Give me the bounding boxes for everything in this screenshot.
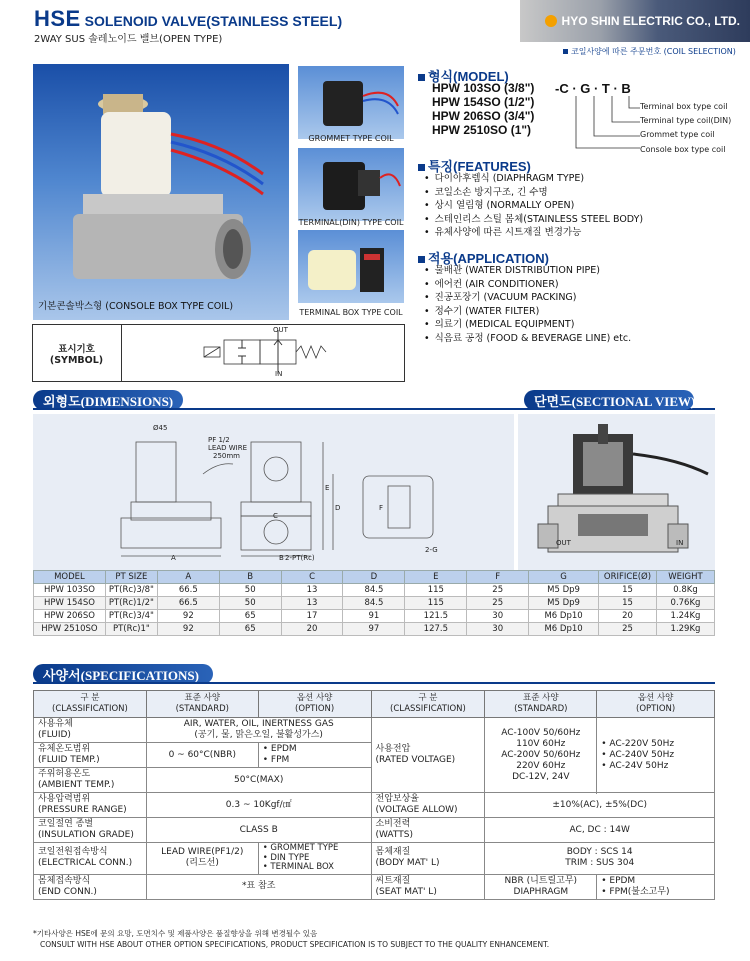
list-item: • 의료기 (MEDICAL EQUIPMENT): [424, 318, 631, 332]
dimension-drawing: [33, 414, 514, 570]
suffix-note-g: Grommet type coil: [640, 130, 715, 139]
col-header: B: [219, 571, 281, 584]
table-cell: ±10%(AC), ±5%(DC): [485, 793, 715, 818]
cell-line: • AC-220V 50Hz: [601, 738, 675, 749]
table-cell: 92: [157, 610, 219, 623]
model-line: HPW 206SO (3/4"): [432, 109, 535, 123]
row-label: [371, 793, 485, 818]
table-cell: AC, DC : 14W: [485, 818, 715, 843]
row-label: [34, 718, 147, 743]
specifications-banner: 사양서(SPECIFICATIONS): [33, 664, 213, 684]
label-en: (BODY MAT' L): [375, 858, 440, 869]
symbol-out-label: OUT: [273, 326, 288, 334]
col-header: [485, 691, 597, 718]
header-en: (STANDARD): [175, 704, 229, 714]
list-item: • 식음료 공정 (FOOD & BEVERAGE LINE) etc.: [424, 332, 631, 346]
label-en: (ELECTRICAL CONN.): [38, 858, 133, 869]
table-cell: [485, 874, 597, 899]
col-header: [597, 691, 715, 718]
company-banner: [520, 0, 750, 42]
table-cell: HPW 103SO: [34, 584, 106, 597]
lead-label: LEAD WIRE: [208, 444, 247, 452]
sectional-out-label: OUT: [556, 539, 571, 547]
model-line: HPW 2510SO (1"): [432, 123, 532, 137]
application-list: [424, 264, 631, 345]
features-list: [424, 172, 643, 240]
company-name: HYO SHIN ELECTRIC CO., LTD.: [561, 14, 740, 28]
table-cell: 0.8Kg: [656, 584, 714, 597]
table-cell: 15: [599, 597, 657, 610]
table-cell: [258, 743, 371, 768]
table-cell: M5 Dp9: [529, 597, 599, 610]
table-cell: 50°C(MAX): [146, 768, 371, 793]
col-header: [34, 691, 147, 718]
table-cell: [485, 718, 597, 793]
terminal-box-coil-photo: [298, 230, 404, 303]
footer-note-kr: *기타사양은 HSE에 문의 요망, 도면치수 및 제품사양은 품질향상을 위해 변경될수 있음: [33, 929, 318, 938]
header-kr: 옵션 사양: [296, 693, 333, 703]
table-cell: *표 참조: [146, 874, 371, 899]
table-cell: 50: [219, 584, 281, 597]
cell-line: AC-200V 50/60Hz: [501, 749, 581, 760]
cell-line: DC-12V, 24V: [512, 771, 570, 782]
suffix-note-t: Terminal type coil(DIN): [640, 116, 732, 125]
list-item: • 코일소손 방지구조, 긴 수명: [424, 186, 643, 200]
model-line: HPW 103SO (3/8"): [432, 81, 535, 95]
dim-a-label: A: [171, 554, 176, 562]
table-cell: M6 Dp10: [529, 623, 599, 636]
header-kr: 표준 사양: [184, 693, 221, 703]
dim-b-label: B: [279, 554, 284, 562]
brand-title: HSE: [34, 6, 81, 31]
header-en: (CLASSIFICATION): [52, 704, 128, 714]
label-kr: 소비전력: [375, 819, 411, 829]
label-kr: 몸체접속방식: [38, 875, 91, 886]
model-list: [432, 81, 534, 137]
row-label: [371, 718, 485, 793]
table-cell: 13: [281, 597, 343, 610]
sectional-drawing: [518, 414, 715, 570]
table-cell: 91: [343, 610, 405, 623]
thumb-caption-din: TERMINAL(DIN) TYPE COIL: [298, 218, 404, 227]
table-cell: 20: [599, 610, 657, 623]
symbol-label: [32, 324, 122, 382]
table-cell: 50: [219, 597, 281, 610]
dimensions-table: [33, 570, 715, 636]
table-row: [34, 874, 715, 899]
header-kr: 구 분: [418, 693, 438, 703]
dim-f-label: F: [379, 504, 384, 512]
table-header-row: [34, 571, 715, 584]
label-kr: 코일전원접속방식: [38, 847, 108, 858]
subtitle: 2WAY SUS 솔레노이드 밸브(OPEN TYPE): [34, 34, 223, 45]
table-cell: PT(Rc)1": [105, 623, 157, 636]
table-cell: 25: [467, 597, 529, 610]
label-en: (PRESSURE RANGE): [38, 805, 127, 815]
header-en: (STANDARD): [514, 704, 568, 714]
cell-line: • TERMINAL BOX: [262, 862, 335, 872]
table-cell: 65: [219, 610, 281, 623]
row-label: [34, 843, 147, 875]
spec-divider: [33, 682, 715, 684]
label-kr: 주위허용온도: [38, 769, 91, 779]
din-coil-photo: [298, 148, 404, 221]
suffix-note-b: Terminal box type coil: [640, 102, 728, 111]
table-row: [34, 597, 715, 610]
footer-note-en: CONSULT WITH HSE ABOUT OTHER OPTION SPECIFICATIONS, PRODUCT SPECIFICATION IS TO SUBJECT TO THE QUALITY ENHANCEMENT.: [40, 940, 550, 949]
main-product-photo: [33, 64, 289, 320]
cell-line: • AC-240V 50Hz: [601, 749, 675, 760]
cell-line: (리드선): [185, 858, 219, 869]
list-item: • 다이아후렘식 (DIAPHRAGM TYPE): [424, 172, 643, 186]
list-item: • 유체사양에 따른 시트재질 변경가능: [424, 226, 643, 240]
table-cell: 115: [405, 584, 467, 597]
label-en: (AMBIENT TEMP.): [38, 780, 115, 790]
table-cell: 1.29Kg: [656, 623, 714, 636]
cell-line: LEAD WIRE(PF1/2): [161, 847, 244, 858]
cell-line: NBR (니트릴고무): [504, 875, 578, 886]
title-rest: SOLENOID VALVE(STAINLESS STEEL): [80, 13, 343, 29]
table-cell: 84.5: [343, 597, 405, 610]
suffix-leader-lines: [572, 96, 642, 156]
table-cell: 0 ~ 60°C(NBR): [146, 743, 258, 768]
col-header: [258, 691, 371, 718]
table-row: [34, 718, 715, 743]
application-heading: 적용(APPLICATION): [418, 248, 549, 267]
table-cell: CLASS B: [146, 818, 371, 843]
row-label: [34, 874, 147, 899]
thumb-caption-grommet: GROMMET TYPE COIL: [308, 134, 394, 143]
table-cell: HPW 154SO: [34, 597, 106, 610]
col-header: [371, 691, 485, 718]
table-row: [34, 610, 715, 623]
col-header: A: [157, 571, 219, 584]
table-cell: HPW 2510SO: [34, 623, 106, 636]
table-cell: 97: [343, 623, 405, 636]
cell-line: • EPDM: [262, 744, 297, 754]
table-cell: [258, 843, 371, 875]
table-header-row: [34, 691, 715, 718]
table-cell: 0.3 ~ 10Kgf/㎠: [146, 793, 371, 818]
cell-line: 220V 60Hz: [516, 760, 566, 771]
pf-label: PF 1/2: [208, 436, 230, 444]
label-kr: 씨트재질: [375, 875, 411, 886]
cell-line: • FPM: [262, 755, 290, 765]
sectional-banner: 단면도(SECTIONAL VIEW): [524, 390, 694, 410]
company-logo-icon: [545, 15, 557, 27]
table-cell: 1.24Kg: [656, 610, 714, 623]
dimensions-banner: 외형도(DIMENSIONS): [33, 390, 183, 410]
table-row: [34, 584, 715, 597]
table-cell: 121.5: [405, 610, 467, 623]
g-label: 2-G: [425, 546, 438, 554]
symbol-label-en: (SYMBOL): [49, 354, 104, 366]
col-header: E: [405, 571, 467, 584]
cell-line: • DIN TYPE: [262, 852, 310, 863]
main-photo-caption: 기본콘솔박스형 (CONSOLE BOX TYPE COIL): [38, 301, 234, 312]
cell-line: 110V 60Hz: [516, 738, 566, 749]
dimension-drawing-panel: [33, 414, 514, 570]
table-cell: 17: [281, 610, 343, 623]
cell-line: BODY : SCS 14: [566, 847, 633, 858]
cell-line: • EPDM: [601, 875, 636, 886]
col-header: C: [281, 571, 343, 584]
table-cell: HPW 206SO: [34, 610, 106, 623]
list-item: • 진공포장기 (VACUUM PACKING): [424, 291, 631, 305]
suffix-note-c: Console box type coil: [640, 145, 726, 154]
col-header: WEIGHT: [656, 571, 714, 584]
cell-line: DIAPHRAGM: [513, 886, 569, 897]
valve-symbol-icon: [200, 326, 340, 380]
table-cell: PT(Rc)3/8": [105, 584, 157, 597]
table-cell: 65: [219, 623, 281, 636]
table-cell: 66.5: [157, 584, 219, 597]
table-cell: 30: [467, 623, 529, 636]
table-cell: 30: [467, 610, 529, 623]
lead-length-label: 250mm: [213, 452, 240, 460]
model-suffix: -C · G · T · B: [555, 81, 631, 96]
cell-line: • FPM(불소고무): [601, 886, 670, 897]
table-cell: 0.76Kg: [656, 597, 714, 610]
row-label: [371, 874, 485, 899]
table-cell: [597, 718, 715, 793]
coil-selection-note: 코일사양에 따른 주문번호 (COIL SELECTION): [563, 46, 736, 57]
col-header: [146, 691, 258, 718]
pt-label: 2-PT(Rc): [285, 554, 315, 562]
label-en: (VOLTAGE ALLOW): [375, 805, 458, 815]
list-item: • 에어컨 (AIR CONDITIONER): [424, 278, 631, 292]
dim-c-label: C: [273, 512, 278, 520]
label-en: (FLUID): [38, 730, 71, 740]
label-kr: 사용압력범위: [38, 794, 91, 804]
table-cell: [597, 874, 715, 899]
table-cell: 92: [157, 623, 219, 636]
cell-line: TRIM : SUS 304: [565, 858, 635, 869]
table-cell: 15: [599, 584, 657, 597]
header-en: (CLASSIFICATION): [390, 704, 466, 714]
row-label: [34, 768, 147, 793]
dim-e-label: E: [325, 484, 330, 492]
list-item: • 물배관 (WATER DISTRIBUTION PIPE): [424, 264, 631, 278]
row-label: [371, 843, 485, 875]
label-en: (RATED VOLTAGE): [375, 755, 456, 765]
col-header: MODEL: [34, 571, 106, 584]
list-item: • 정수기 (WATER FILTER): [424, 305, 631, 319]
row-label: [34, 743, 147, 768]
table-cell: 115: [405, 597, 467, 610]
label-kr: 유체온도범위: [38, 744, 91, 754]
label-kr: 코일절연 종별: [38, 819, 94, 829]
table-cell: 66.5: [157, 597, 219, 610]
thumb-caption-terminal-box: TERMINAL BOX TYPE COIL: [299, 308, 403, 317]
symbol-in-label: IN: [275, 370, 283, 378]
row-label: [34, 793, 147, 818]
header-kr: 표준 사양: [523, 693, 559, 703]
col-header: ORIFICE(Ø): [599, 571, 657, 584]
model-line: HPW 154SO (1/2"): [432, 95, 535, 109]
table-cell: 127.5: [405, 623, 467, 636]
model-heading: 형식(MODEL): [418, 66, 509, 85]
label-en: (FLUID TEMP.): [38, 755, 100, 765]
cell-line: (공기, 물, 맑은오일, 불활성가스): [194, 730, 323, 740]
col-header: G: [529, 571, 599, 584]
sectional-view-panel: [518, 414, 715, 570]
list-item: • 스테인리스 스틸 몸체(STAINLESS STEEL BODY): [424, 213, 643, 227]
row-label: [34, 818, 147, 843]
phi-label: Ø45: [153, 424, 168, 432]
symbol-label-kr: 표시기호: [58, 343, 95, 355]
label-kr: 사용유체: [38, 719, 73, 729]
label-kr: 몸체재질: [375, 847, 411, 858]
table-cell: 25: [599, 623, 657, 636]
specifications-table: [33, 690, 715, 900]
sectional-in-label: IN: [676, 539, 684, 547]
table-row: [34, 843, 715, 875]
page-title: [34, 6, 342, 32]
label-en: (END CONN.): [38, 886, 97, 897]
row-label: [371, 818, 485, 843]
cell-line: AIR, WATER, OIL, INERTNESS GAS: [183, 719, 334, 729]
col-header: PT SIZE: [105, 571, 157, 584]
table-cell: 20: [281, 623, 343, 636]
col-header: F: [467, 571, 529, 584]
col-header: D: [343, 571, 405, 584]
label-en: (SEAT MAT' L): [375, 886, 437, 897]
header-kr: 옵션 사양: [637, 693, 674, 703]
table-row: [34, 818, 715, 843]
table-cell: PT(Rc)1/2": [105, 597, 157, 610]
list-item: • 상시 열림형 (NORMALLY OPEN): [424, 199, 643, 213]
label-kr: 전압보상율: [375, 794, 419, 804]
table-cell: [146, 843, 258, 875]
table-row: [34, 623, 715, 636]
table-cell: PT(Rc)3/4": [105, 610, 157, 623]
cell-line: • GROMMET TYPE: [262, 843, 339, 853]
table-cell: [146, 718, 371, 743]
label-en: (WATTS): [375, 830, 413, 840]
cell-line: • AC-24V 50Hz: [601, 760, 669, 771]
table-cell: 13: [281, 584, 343, 597]
table-cell: 84.5: [343, 584, 405, 597]
header-en: (OPTION): [636, 704, 676, 714]
table-cell: [485, 843, 715, 875]
header-kr: 구 분: [80, 693, 100, 703]
dim-d-label: D: [335, 504, 341, 512]
table-cell: M6 Dp10: [529, 610, 599, 623]
table-cell: M5 Dp9: [529, 584, 599, 597]
label-kr: 사용전압: [375, 744, 411, 754]
header-en: (OPTION): [295, 704, 335, 714]
table-cell: 25: [467, 584, 529, 597]
grommet-coil-photo: [298, 66, 404, 139]
cell-line: AC-100V 50/60Hz: [501, 727, 581, 738]
features-heading: 특징(FEATURES): [418, 156, 531, 175]
label-en: (INSULATION GRADE): [38, 830, 134, 840]
